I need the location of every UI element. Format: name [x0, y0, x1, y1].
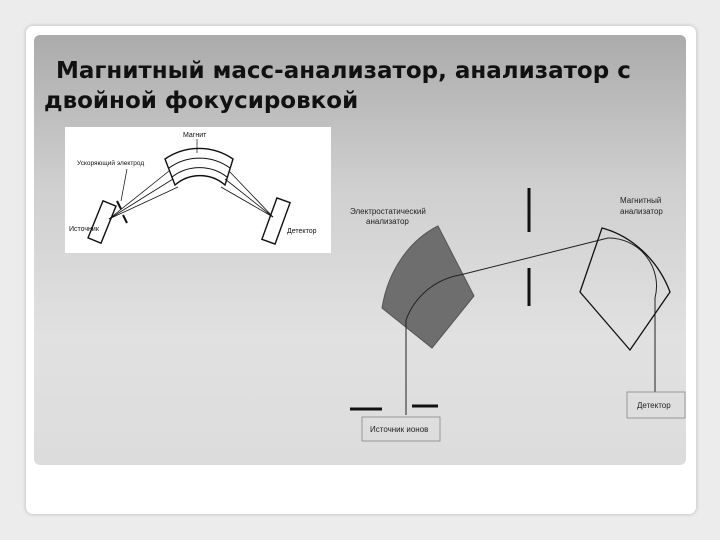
magnetic-analyzer-diagram	[65, 127, 331, 253]
detector-block	[262, 198, 290, 244]
magnet-analyzer-label-line-2: анализатор	[620, 207, 663, 216]
double-focusing-diagram	[340, 180, 690, 445]
ion-beams	[109, 171, 273, 219]
electrode-slit-top	[117, 201, 121, 209]
double-focusing-figure	[340, 180, 690, 445]
fig1-electrode-label: Ускоряющий электрод	[77, 160, 145, 167]
source-block	[88, 201, 116, 243]
slide-title-line-2: двойной фокусировкой	[44, 88, 359, 114]
detector-label: Детектор	[637, 401, 671, 410]
electrode-leader	[121, 169, 127, 201]
electrostatic-analyzer-sector	[382, 226, 474, 348]
magnetic-analyzer-figure	[65, 127, 331, 253]
slide-title	[44, 56, 664, 116]
esa-label-line-1: Электростатический	[350, 207, 426, 216]
esa-label-line-2: анализатор	[366, 217, 409, 226]
electrode-slit-bottom	[123, 215, 127, 223]
source-label: Источник ионов	[370, 425, 429, 434]
magnet-analyzer-label-line-1: Магнитный	[620, 196, 662, 205]
fig1-magnet-label: Магнит	[183, 132, 207, 139]
magnet-sector	[165, 148, 233, 185]
fig1-source-label: Источник	[69, 226, 99, 233]
slide-title-line-1: Магнитный масс-анализатор, анализатор с	[56, 58, 631, 84]
fig1-detector-label: Детектор	[287, 228, 317, 235]
